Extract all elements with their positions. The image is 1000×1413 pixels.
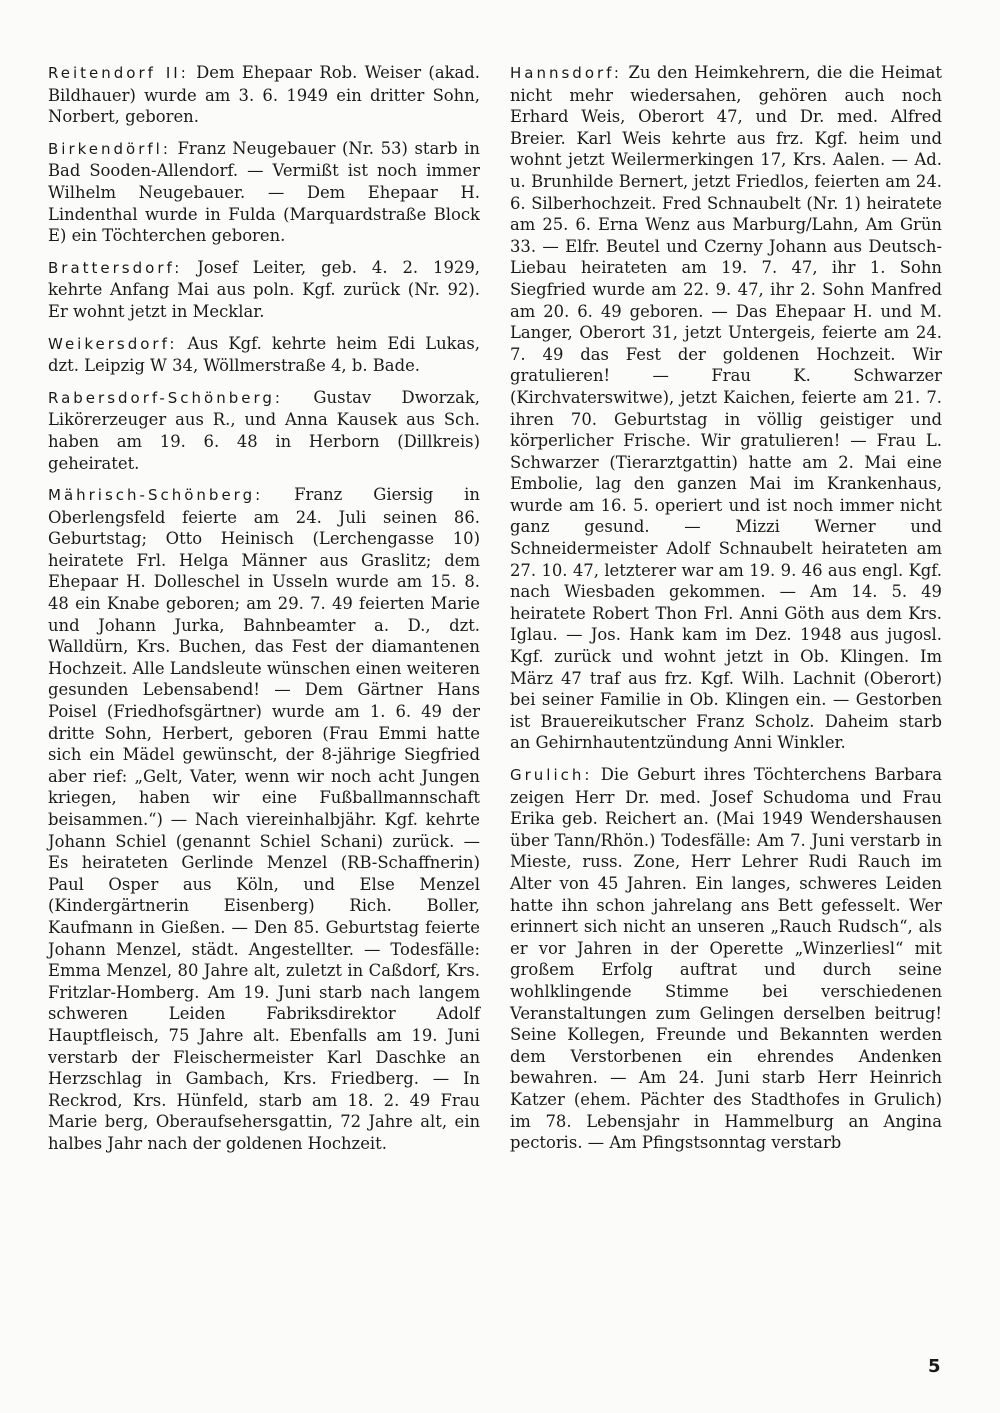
entry-hannsdorf (510, 62, 942, 754)
entry-rabersdorf-schoenberg (48, 387, 480, 474)
place-name: Grulich: (510, 766, 593, 784)
place-name: Rabersdorf-Schönberg: (48, 388, 283, 407)
right-column (510, 62, 942, 1164)
entry-reitendorf (48, 62, 480, 128)
place-name: Weikersdorf: (48, 334, 178, 353)
entry-weikersdorf (48, 333, 480, 377)
entry-text: Die Geburt ihres Töchterchens Barbara zeigen Herr Dr. med. Josef Schudoma und Frau Erika geb. Reichert an. (Mai 1949 Wendershausen über Tann/Rhön.) Todesfälle: Am 7. Juni verstarb in Mieste, russ. Zone, Herr Lehrer Rudi Rauch im Alter von 45 Jahren. Ein langes, schweres Leiden hatte ihn schon jahrelang ans Bett gefesselt. Wer erinnert sich nicht an unseren „Rauch Rudsch“, als er vor Jahren in der Operette „Winzerliesl“ mit großem Erfolg auftrat und durch seine wohlklingende Stimme bei verschiedenen Veranstaltungen zum Gelingen derselben beitrug! Seine Kollegen, Freunde und Bekannten werden dem Verstorbenen ein ehrendes Andenken bewahren. — Am 24. Juni starb Herr Heinrich Katzer (ehem. Pächter des Stadthofes in Grulich) im 78. Lebensjahr in Hammelburg an Angina pectoris. — Am Pfingstsonntag verstarb (510, 765, 943, 1153)
entry-text: Franz Neugebauer (Nr. 53) starb in Bad Sooden-Allendorf. — Vermißt ist noch immer Wilhelm Neugebauer. — Dem Ehepaar H. Lindenthal wurde in Fulda (Marquardstraße Block E) ein Töchterchen geboren. (48, 138, 480, 246)
place-name: Birkendörfl: (48, 139, 171, 158)
entry-maehrisch-schoenberg (48, 484, 480, 1154)
entry-text: Franz Giersig in Oberlengsfeld feierte am 24. Juli seinen 86. Geburtstag; Otto Heinisch (Lerchengasse 10) heiratete Frl. Helga Männer aus Graslitz; dem Ehepaar H. Dolleschel in Usseln wurde am 15. 8. 48 ein Knabe geboren; am 29. 7. 49 feierten Marie und Johann Jurka, Bahnbeamter a. D., dzt. Walldürn, Krs. Buchen, das Fest der diamantenen Hochzeit. Alle Landsleute wünschen einen weiteren gesunden Lebensabend! — Dem Gärtner Hans Poisel (Friedhofsgärtner) wurde am 1. 6. 49 der dritte Sohn, Herbert, geboren (Frau Emmi hatte sich ein Mädel gewünscht, der 8-jährige Siegfried aber rief: „Gelt, Vater, wenn wir noch acht Jungen kriegen, haben wir eine Fußballmannschaft beisammen.“) — Nach viereinhalbjähr. Kgf. kehrte Johann Schiel (genannt Schiel Schani) zurück. — Es heirateten Gerlinde Menzel (RB-Schaffnerin) Paul Osper aus Köln, und Else Menzel (Kindergärtnerin Eisenberg) Rich. Boller, Kaufmann in Gießen. — Den 85. Geburtstag feierte Johann Menzel, städt. Angestellter. — Todesfälle: Emma Menzel, 80 Jahre alt, zuletzt in Caßdorf, Krs. Fritzlar-Homberg. Am 19. Juni starb nach langem schweren Leiden Fabriksdirektor Adolf Hauptfleisch, 75 Jahre alt. Ebenfalls am 19. Juni verstarb der Fleischermeister Karl Daschke an Herzschlag in Gambach, Krs. Friedberg. — In Reckrod, Krs. Hünfeld, starb am 18. 2. 49 Frau Marie berg, Oberaufsehersgattin, 72 Jahre alt, ein halbes Jahr nach der goldenen Hochzeit. (48, 485, 480, 1153)
entry-text: Zu den Heimkehrern, die die Heimat nicht mehr wiedersahen, gehören auch noch Erhard Weis, Oberort 47, und Dr. med. Alfred Breier. Karl Weis kehrte aus frz. Kgf. heim und wohnt jetzt Weilermerkingen 17, Krs. Aalen. — Ad. u. Brunhilde Bernert, jetzt Friedlos, feierten am 24. 6. Silberhochzeit. Fred Schnaubelt (Nr. 1) heiratete am 25. 6. Erna Wenz aus Marburg/Lahn, Am Grün 33. — Elfr. Beutel und Czerny Johann aus Deutsch-Liebau heirateten am 19. 7. 47, ihr 1. Sohn Siegfried wurde am 22. 9. 47, ihr 2. Sohn Manfred am 20. 6. 49 geboren. — Das Ehepaar H. und M. Langer, Oberort 31, jetzt Untergeis, feierte am 24. 7. 49 das Fest der goldenen Hochzeit. Wir gratulieren! — Frau K. Schwarzer (Kirchvaterswitwe), jetzt Kaichen, feierte am 21. 7. ihren 70. Geburtstag in völlig geistiger und körperlicher Frische. Wir gratulieren! — Frau L. Schwarzer (Tierarztgattin) hatte am 2. Mai eine Embolie, lag den ganzen Mai im Krankenhaus, wurde am 16. 5. operiert und ist noch immer nicht ganz gesund. — Mizzi Werner und Schneidermeister Adolf Schnaubelt heirateten am 27. 10. 47, letzterer war am 19. 9. 46 aus engl. Kgf. nach Wiesbaden gekommen. — Am 14. 5. 49 heiratete Robert Thon Frl. Anni Göth aus dem Krs. Iglau. — Jos. Hank kam im Dez. 1948 aus jugosl. Kgf. zurück und wohnt jetzt in Ob. Klingen. Im März 47 traf aus frz. Kgf. Wilh. Lachnit (Oberort) bei seiner Familie in Ob. Klingen ein. — Gestorben ist Brauereikutscher Franz Scholz. Daheim starb an Gehirnhautentzündung Anni Winkler. (510, 63, 942, 753)
page-number: 5 (928, 1356, 941, 1377)
entry-grulich (510, 764, 942, 1154)
place-name: Reitendorf II: (48, 64, 189, 82)
place-name: Hannsdorf: (510, 64, 622, 82)
entry-birkendoerfl (48, 138, 480, 247)
entry-text: Gustav Dworzak, Likörerzeuger aus R., und Anna Kausek aus Sch. haben am 19. 6. 48 in Herborn (Dillkreis) geheiratet. (48, 387, 480, 473)
entry-text: Josef Leiter, geb. 4. 2. 1929, kehrte Anfang Mai aus poln. Kgf. zurück (Nr. 92). Er wohnt jetzt in Mecklar. (48, 257, 480, 321)
entry-brattersdorf (48, 257, 480, 323)
place-name: Brattersdorf: (48, 258, 183, 277)
entry-text: Aus Kgf. kehrte heim Edi Lukas, dzt. Leipzig W 34, Wöllmerstraße 4, b. Bade. (48, 333, 480, 376)
place-name: Mährisch-Schönberg: (48, 486, 264, 505)
left-column (48, 62, 480, 1165)
entry-text: Dem Ehepaar Rob. Weiser (akad. Bildhauer) wurde am 3. 6. 1949 ein dritter Sohn, Norbert, geboren. (48, 63, 481, 127)
